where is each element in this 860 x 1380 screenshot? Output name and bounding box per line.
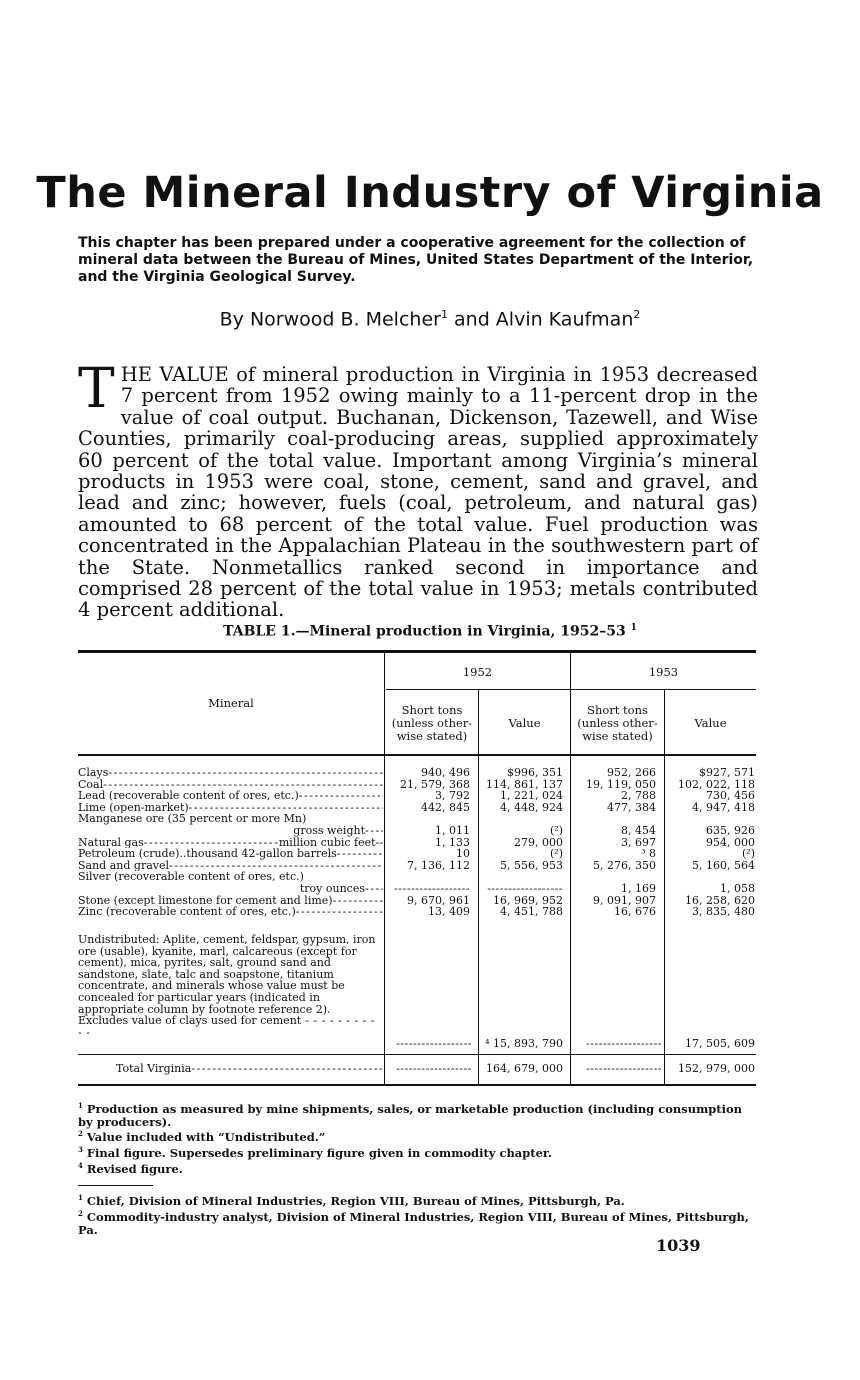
footnote-marker: 4 xyxy=(78,1160,83,1170)
table-caption-footnote-ref: 1 xyxy=(630,623,637,633)
mineral-row xyxy=(78,802,383,814)
leader-dots xyxy=(108,767,383,779)
table-cell: 940, 496 xyxy=(421,766,470,779)
table-cell: 2, 788 xyxy=(621,789,656,803)
quantity-header-1952: Short tons (unless other-wise stated) xyxy=(391,703,473,743)
footnote-text: Commodity-industry analyst, Division of Mineral Industries, Region VIII, Bureau of Mines, Pittsburgh, Pa. xyxy=(78,1209,749,1237)
page-number: 1039 xyxy=(656,1236,701,1255)
mineral-label: Petroleum (crude)..thousand 42-gallon barrels xyxy=(78,848,337,860)
footnote-marker: 3 xyxy=(78,1145,83,1155)
table-cell: 4, 947, 418 xyxy=(692,800,755,814)
footnote-marker: 2 xyxy=(78,1208,83,1218)
value-header-1953: Value xyxy=(694,716,727,730)
table-cell: 730, 456 xyxy=(706,789,755,803)
table-cell: 114, 861, 137 xyxy=(486,777,563,791)
author-footnotes xyxy=(78,1192,758,1236)
table-caption-text: TABLE 1.—Mineral production in Virginia, 1952–53 xyxy=(223,623,626,640)
mineral-label: Stone (except limestone for cement and lime) xyxy=(78,894,333,907)
table-cell: 1, 221, 024 xyxy=(500,789,563,803)
leader-dots xyxy=(296,906,383,918)
byline xyxy=(0,308,860,330)
footnote xyxy=(78,1128,758,1144)
table-cell: 5, 556, 953 xyxy=(500,858,563,872)
intro-text: HE VALUE of mineral production in Virginia in 1953 decreased 7 percent from 1952 owing mainly to a 11-percent drop in the value of coal output. Buchanan, Dickenson, Tazewell, and Wise Counties, primarily coal-producing areas, supplied approximately 60 percent of the total value. Important among Virginia’s mineral products in 1953 were coal, stone, cement, sand and gravel, and lead and zinc; however, fuels (coal, petroleum, and natural gas) amounted to 68 percent of the total value. Fuel production was concentrated in the Appalachian Plateau in the southwestern part of the State. Nonmetallics ranked second in importance and comprised 28 percent of the total value in 1953; metals contributed 4 percent additional. xyxy=(78,363,758,622)
table-cell: (²) xyxy=(742,847,755,861)
byline-prefix: By xyxy=(219,308,250,331)
footnote-text: Chief, Division of Mineral Industries, Region VIII, Bureau of Mines, Pittsburgh, Pa. xyxy=(86,1194,625,1209)
mineral-row xyxy=(78,837,383,849)
mineral-label: Sand and gravel xyxy=(78,859,169,872)
leader-dots xyxy=(337,848,383,860)
footnote xyxy=(78,1208,758,1236)
leader-dots xyxy=(189,802,383,814)
total-value-1953 xyxy=(665,1063,755,1075)
mineral-row xyxy=(78,813,383,825)
total-value-1952 xyxy=(479,1063,563,1075)
total-row-label xyxy=(116,1063,383,1075)
table-cell: 10 xyxy=(456,847,470,861)
table-cell: 1, 058 xyxy=(720,881,755,895)
leader-dots xyxy=(103,779,383,791)
undistributed-quantity-1953 xyxy=(572,1038,662,1050)
cooperative-agreement-note: This chapter has been prepared under a cooperative agreement for the collection of mineral data between the Bureau of Mines, United States Department of the Interior, and the Virginia Geological Survey. xyxy=(78,235,754,285)
table-cell: (²) xyxy=(550,847,563,861)
leader-dots xyxy=(365,883,383,895)
table-cell: 7, 136, 112 xyxy=(407,858,470,872)
cell: ⁴ 15, 893, 790 xyxy=(485,1037,563,1050)
total-quantity-1953 xyxy=(572,1063,662,1075)
quantity-header-1953: Short tons (unless other-wise stated) xyxy=(577,703,658,743)
leader-dots: - - - - - - - - - - - xyxy=(78,1014,376,1039)
footnote-marker: 1 xyxy=(78,1193,83,1203)
column-divider xyxy=(384,652,385,1084)
undistributed-quantity-1952 xyxy=(386,1038,472,1050)
total-top-rule xyxy=(78,1054,756,1055)
cell: ------------------ xyxy=(396,1062,472,1075)
value-1953-column xyxy=(665,767,755,918)
mineral-label: Zinc (recoverable content of ores, etc.) xyxy=(78,906,296,918)
table-cell: 3, 792 xyxy=(435,789,470,803)
footnote-text: Value included with “Undistributed.” xyxy=(86,1130,326,1145)
author-2-footnote-ref: 2 xyxy=(633,308,641,321)
author-1-footnote-ref: 1 xyxy=(440,308,448,321)
quantity-1952-column xyxy=(386,767,470,918)
table-cell: 102, 022, 118 xyxy=(678,777,755,791)
mineral-label: troy ounces xyxy=(299,882,365,895)
mineral-row xyxy=(78,825,383,837)
footnote xyxy=(78,1144,758,1160)
table-cell: 4, 451, 788 xyxy=(500,905,563,919)
byline-and: and xyxy=(447,308,496,331)
intro-paragraph xyxy=(78,356,758,622)
table-cell: 1, 133 xyxy=(435,835,470,849)
undistributed-value-1952 xyxy=(479,1038,563,1050)
undistributed-value-1953 xyxy=(665,1038,755,1050)
footnote xyxy=(78,1192,758,1208)
undistributed-label-text: Undistributed: Aplite, cement, feldspar, gypsum, iron ore (usable), kyanite, marl, calcareous (except for cement), mica, pyrites, salt, ground sand and sandstone, slate, talc and soapstone, titanium concentrate, and minerals whose value must be concealed for particular years (indicated in appropriate column by footnote reference 2). Excludes value of clays used for cement xyxy=(78,933,376,1028)
mineral-column xyxy=(78,767,383,918)
table-cell: 5, 276, 350 xyxy=(593,858,656,872)
total-quantity-1952 xyxy=(386,1063,472,1075)
mineral-label: gross weight xyxy=(293,824,365,837)
leader-dots xyxy=(144,837,279,849)
mineral-label: Lime (open-market) xyxy=(78,801,189,814)
table-cell: 5, 160, 564 xyxy=(692,858,755,872)
mineral-label: Manganese ore (35 percent or more Mn) xyxy=(78,813,307,825)
unit-label: million cubic feet xyxy=(278,836,376,849)
leader-dots xyxy=(333,895,383,907)
cell: ------------------ xyxy=(586,1037,662,1050)
leader-dots xyxy=(365,825,383,837)
drop-cap: T xyxy=(78,356,115,420)
table-cell: ³ 8 xyxy=(641,847,656,861)
footnote-marker: 2 xyxy=(78,1129,83,1139)
table-cell: 19, 119, 050 xyxy=(586,777,656,791)
mineral-label: Natural gas xyxy=(78,836,144,849)
table-cell: 635, 926 xyxy=(706,823,755,837)
leader-dots xyxy=(191,1063,383,1075)
mineral-column-header: Mineral xyxy=(208,696,254,710)
table-cell: 8, 454 xyxy=(621,823,656,837)
table-footnotes xyxy=(78,1100,758,1175)
cell: ------------------ xyxy=(586,1062,662,1075)
year-1953-header: 1953 xyxy=(648,665,679,679)
table-cell: 3, 835, 480 xyxy=(692,905,755,919)
table-cell: $996, 351 xyxy=(507,766,563,779)
table-cell: 952, 266 xyxy=(607,766,656,779)
footnote xyxy=(78,1160,758,1176)
mineral-row xyxy=(78,883,383,895)
author-2: Alvin Kaufman xyxy=(495,308,634,331)
author-1: Norwood B. Melcher xyxy=(249,308,441,331)
undistributed-row xyxy=(78,934,383,1038)
table-cell: 16, 676 xyxy=(614,905,656,919)
table-cell: 4, 448, 924 xyxy=(500,800,563,814)
table-cell: 1, 169 xyxy=(621,881,656,895)
footnote-text: Final figure. Supersedes preliminary figure given in commodity chapter. xyxy=(86,1145,552,1160)
leader-dots xyxy=(299,790,383,802)
table-cell: 442, 845 xyxy=(421,800,470,814)
mineral-row xyxy=(78,779,383,791)
value-1952-column xyxy=(479,767,563,918)
leader-dots xyxy=(169,860,383,872)
mineral-label: Lead (recoverable content of ores, etc.) xyxy=(78,790,299,802)
table-cell: 477, 384 xyxy=(607,800,656,814)
mineral-row xyxy=(78,848,383,860)
footnote xyxy=(78,1100,758,1128)
mineral-label: Silver (recoverable content of ores, etc.) xyxy=(78,871,304,883)
footnotes xyxy=(78,1100,758,1236)
quantity-1953-column xyxy=(572,767,656,918)
page-title: The Mineral Industry of Virginia xyxy=(36,168,824,218)
mineral-row xyxy=(78,895,383,907)
table-cell: 9, 670, 961 xyxy=(407,893,470,907)
leader-dots: -- xyxy=(375,836,383,849)
year-1952-header: 1952 xyxy=(462,665,493,679)
table-caption xyxy=(0,623,860,640)
table-cell: ------------------ xyxy=(487,881,563,895)
mineral-row xyxy=(78,790,383,802)
value-header-1952: Value xyxy=(508,716,541,730)
footnote-text: Revised figure. xyxy=(86,1161,183,1176)
table-cell: (²) xyxy=(550,823,563,837)
table-top-rule xyxy=(78,650,756,653)
mineral-row xyxy=(78,906,383,918)
table-cell: 3, 697 xyxy=(621,835,656,849)
mineral-label: Clays xyxy=(78,767,109,779)
header-bottom-rule xyxy=(78,754,756,756)
table-cell: $927, 571 xyxy=(699,766,755,779)
mineral-row xyxy=(78,860,383,872)
undistributed-label xyxy=(78,934,383,1038)
footnote-marker: 1 xyxy=(78,1101,83,1110)
cell: ------------------ xyxy=(396,1037,472,1050)
table-cell: ------------------ xyxy=(394,881,470,895)
year-header-rule xyxy=(386,689,756,690)
table-cell: 21, 579, 368 xyxy=(400,777,470,791)
table-bottom-rule xyxy=(78,1084,756,1086)
table-cell: 16, 258, 620 xyxy=(685,893,755,907)
cell: 164, 679, 000 xyxy=(486,1062,563,1075)
footnote-separator xyxy=(78,1185,153,1186)
table-cell: 279, 000 xyxy=(514,835,563,849)
table-cell: 954, 000 xyxy=(706,835,755,849)
table-cell: 9, 091, 907 xyxy=(593,893,656,907)
footnote-text: Production as measured by mine shipments, sales, or marketable production (including consumption by producers). xyxy=(78,1101,743,1129)
cell: 17, 505, 609 xyxy=(685,1037,755,1050)
table-cell: 13, 409 xyxy=(428,905,470,919)
column-divider xyxy=(570,652,571,1084)
table-cell: 1, 011 xyxy=(435,823,470,837)
mineral-row xyxy=(78,767,383,779)
table-cell: 16, 969, 952 xyxy=(493,893,563,907)
cell: 152, 979, 000 xyxy=(678,1062,755,1075)
total-label-text: Total Virginia xyxy=(116,1063,192,1075)
mineral-row xyxy=(78,871,383,883)
mineral-label: Coal xyxy=(78,778,104,791)
